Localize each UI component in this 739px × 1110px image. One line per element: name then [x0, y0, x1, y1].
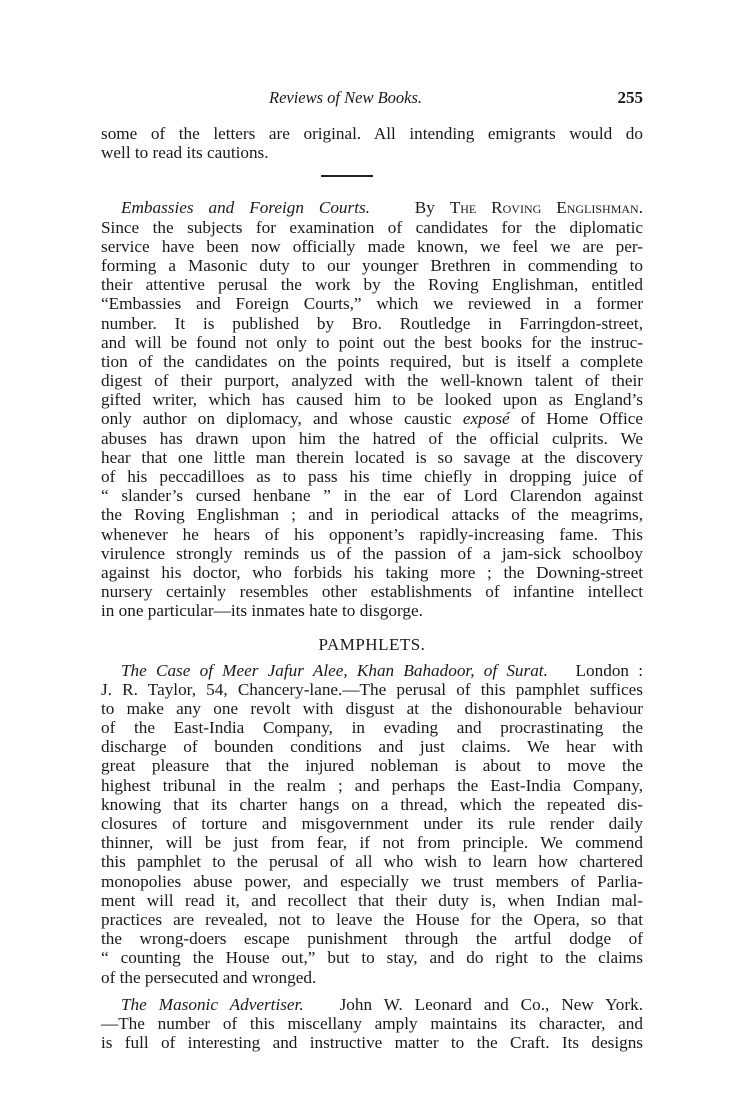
text-line: Since the subjects for examination of candidates for the diplomatic	[101, 217, 643, 237]
text-line: their attentive perusal the work by the Roving Englishman, entitled	[101, 275, 643, 295]
text-line: and will be found not only to point out the best books for the instruc-	[101, 332, 643, 352]
text-line: ment will read it, and recollect that their duty is, when Indian mal-	[101, 890, 643, 910]
text-line: number. It is published by Bro. Routledge in Farringdon-street,	[101, 313, 643, 333]
text-fragment: of Home Office	[520, 409, 644, 429]
section-heading: PAMPHLETS.	[318, 634, 426, 654]
text-line: this pamphlet to the perusal of all who wish to learn how chartered	[101, 852, 643, 872]
section-divider	[321, 175, 373, 177]
continuation-paragraph	[101, 124, 643, 162]
text-line: “ counting the House out,” but to stay, and do right to the claims	[101, 948, 643, 968]
text-line: —The number of this miscellany amply maintains its character, and	[101, 1013, 643, 1033]
text-line: “Embassies and Foreign Courts,” which we reviewed in a former	[101, 294, 643, 314]
text-line: highest tribunal in the realm ; and perhaps the East-India Company,	[101, 775, 643, 795]
text-line: of the East-India Company, in evading and procrastinating the	[101, 718, 643, 738]
book-author: The Roving Englishman.	[449, 198, 644, 218]
page-number: 255	[617, 88, 643, 107]
section-divider-wrap	[101, 162, 643, 198]
text-line: thinner, will be just from fear, if not from principle. We commend	[101, 833, 643, 853]
review-embassies	[101, 198, 643, 620]
publisher-place: London :	[575, 660, 644, 680]
review-title-line	[101, 198, 643, 217]
text-line: the wrong-doers escape punishment through the artful dodge of	[101, 929, 643, 949]
text-line: nursery certainly resembles other establishments of infantine intellect	[101, 582, 643, 602]
review-title-line	[101, 661, 643, 680]
text-line: service have been now officially made known, we feel we are per-	[101, 236, 643, 256]
text-line: against his doctor, who forbids his taking more ; the Downing-street	[101, 562, 643, 582]
text-line: well to read its cautions.	[101, 143, 269, 163]
text-line: the Roving Englishman ; and in periodical attacks of the meagrims,	[101, 505, 643, 525]
text-line: tion of the candidates on the points required, but is itself a complete	[101, 351, 643, 371]
text-line: is full of interesting and instructive matter to the Craft. Its designs	[101, 1033, 643, 1053]
by-label: By	[414, 198, 435, 218]
document-page	[101, 88, 643, 1052]
text-line: in one particular—its inmates hate to disgorge.	[101, 601, 423, 621]
text-line: knowing that its charter hangs on a thread, which the repeated dis-	[101, 794, 643, 814]
text-fragment: only author on diplomacy, and whose caustic	[101, 409, 452, 429]
text-line: abuses has drawn upon him the hatred of the official culprits. We	[101, 428, 643, 448]
text-line: to make any one revolt with disgust at the dishonourable behaviour	[101, 698, 643, 718]
text-line: discharge of bounden conditions and just claims. We hear with	[101, 737, 643, 757]
running-title: Reviews of New Books.	[269, 88, 423, 107]
text-line: forming a Masonic duty to our younger Brethren in commending to	[101, 255, 643, 275]
text-line: J. R. Taylor, 54, Chancery-lane.—The perusal of this pamphlet suffices	[101, 679, 643, 699]
text-line: of the persecuted and wronged.	[101, 967, 317, 987]
text-line: great pleasure that the injured nobleman is about to move the	[101, 756, 643, 776]
publisher: John W. Leonard and Co., New York.	[339, 994, 644, 1014]
review-title-line	[101, 995, 643, 1014]
pamphlet-title: The Case of Meer Jafur Alee, Khan Bahadoor, of Surat.	[121, 660, 548, 680]
book-title: Embassies and Foreign Courts.	[121, 198, 370, 218]
text-line: gifted writer, which has caused him to be looked upon as England’s	[101, 390, 643, 410]
text-line	[101, 409, 643, 428]
text-line: some of the letters are original. All intending emigrants would do	[101, 124, 643, 143]
text-line: “ slander’s cursed henbane ” in the ear of Lord Clarendon against	[101, 486, 643, 506]
italic-word: exposé	[462, 409, 510, 429]
text-line: of his peccadilloes as to pass his time chiefly in dropping juice of	[101, 467, 643, 486]
text-line: hear that one little man therein located is so savage at the discovery	[101, 447, 643, 467]
text-line: closures of torture and misgovernment under its rule render daily	[101, 814, 643, 833]
text-line: digest of their purport, analyzed with the well-known talent of their	[101, 371, 643, 391]
running-head	[101, 88, 643, 110]
text-line: whenever he hears of his opponent’s rapidly-increasing fame. This	[101, 524, 643, 544]
text-line: monopolies abuse power, and especially we trust members of Parlia-	[101, 871, 643, 891]
paragraph-gap	[101, 987, 643, 995]
review-meer-jafur	[101, 661, 643, 987]
text-line: practices are revealed, not to leave the House for the Opera, so that	[101, 909, 643, 929]
review-masonic-advertiser	[101, 995, 643, 1053]
text-line: virulence strongly reminds us of the passion of a jam-sick schoolboy	[101, 543, 643, 563]
periodical-title: The Masonic Advertiser.	[121, 994, 304, 1014]
